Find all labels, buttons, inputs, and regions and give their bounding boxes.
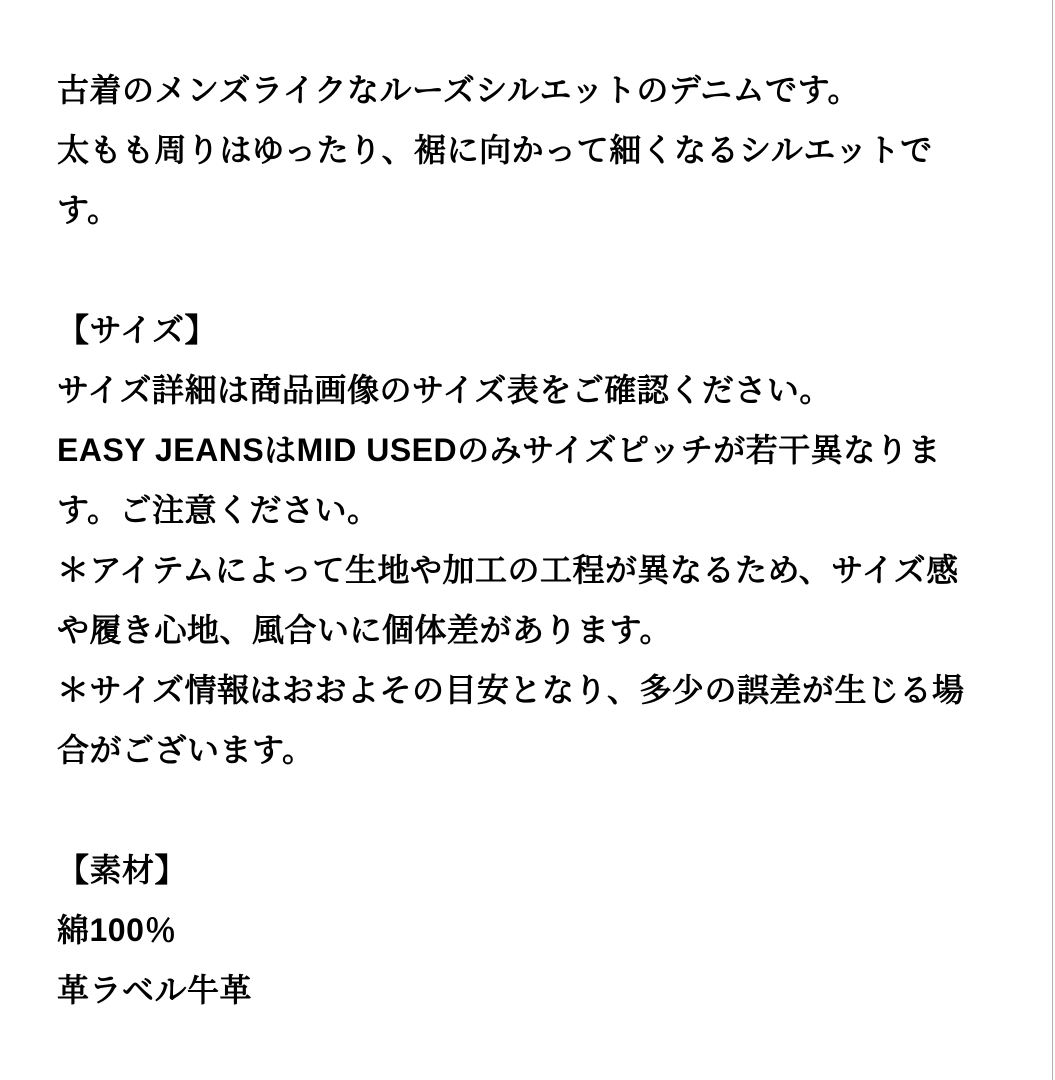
size-section-line: ＊サイズ情報はおおよその目安となり、多少の誤差が生じる場 [57, 672, 965, 708]
intro-line: 太もも周りはゆったり、裾に向かって細くなるシルエットで [57, 132, 933, 168]
material-section-line: 綿100％ [57, 912, 177, 948]
material-section-heading: 【素材】 [57, 852, 188, 888]
intro-line: す。 [57, 192, 120, 228]
size-section-line: や履き心地、風合いに個体差があります。 [57, 612, 672, 648]
size-section-line: す。ご注意ください。 [57, 492, 380, 528]
blank-line [57, 240, 997, 300]
size-section-heading: 【サイズ】 [57, 312, 217, 348]
size-section-line: サイズ詳細は商品画像のサイズ表をご確認ください。 [57, 372, 832, 408]
intro-line: 古着のメンズライクなルーズシルエットのデニムです。 [57, 72, 861, 108]
material-section-line: 革ラベル牛革 [57, 972, 253, 1008]
right-edge-divider [1052, 0, 1053, 1080]
blank-line [57, 780, 997, 840]
size-section-line: EASY JEANSはMID USEDのみサイズピッチが若干異なりま [57, 432, 941, 468]
size-section-line: 合がございます。 [57, 732, 315, 768]
size-section-line: ＊アイテムによって生地や加工の工程が異なるため、サイズ感 [57, 552, 959, 588]
